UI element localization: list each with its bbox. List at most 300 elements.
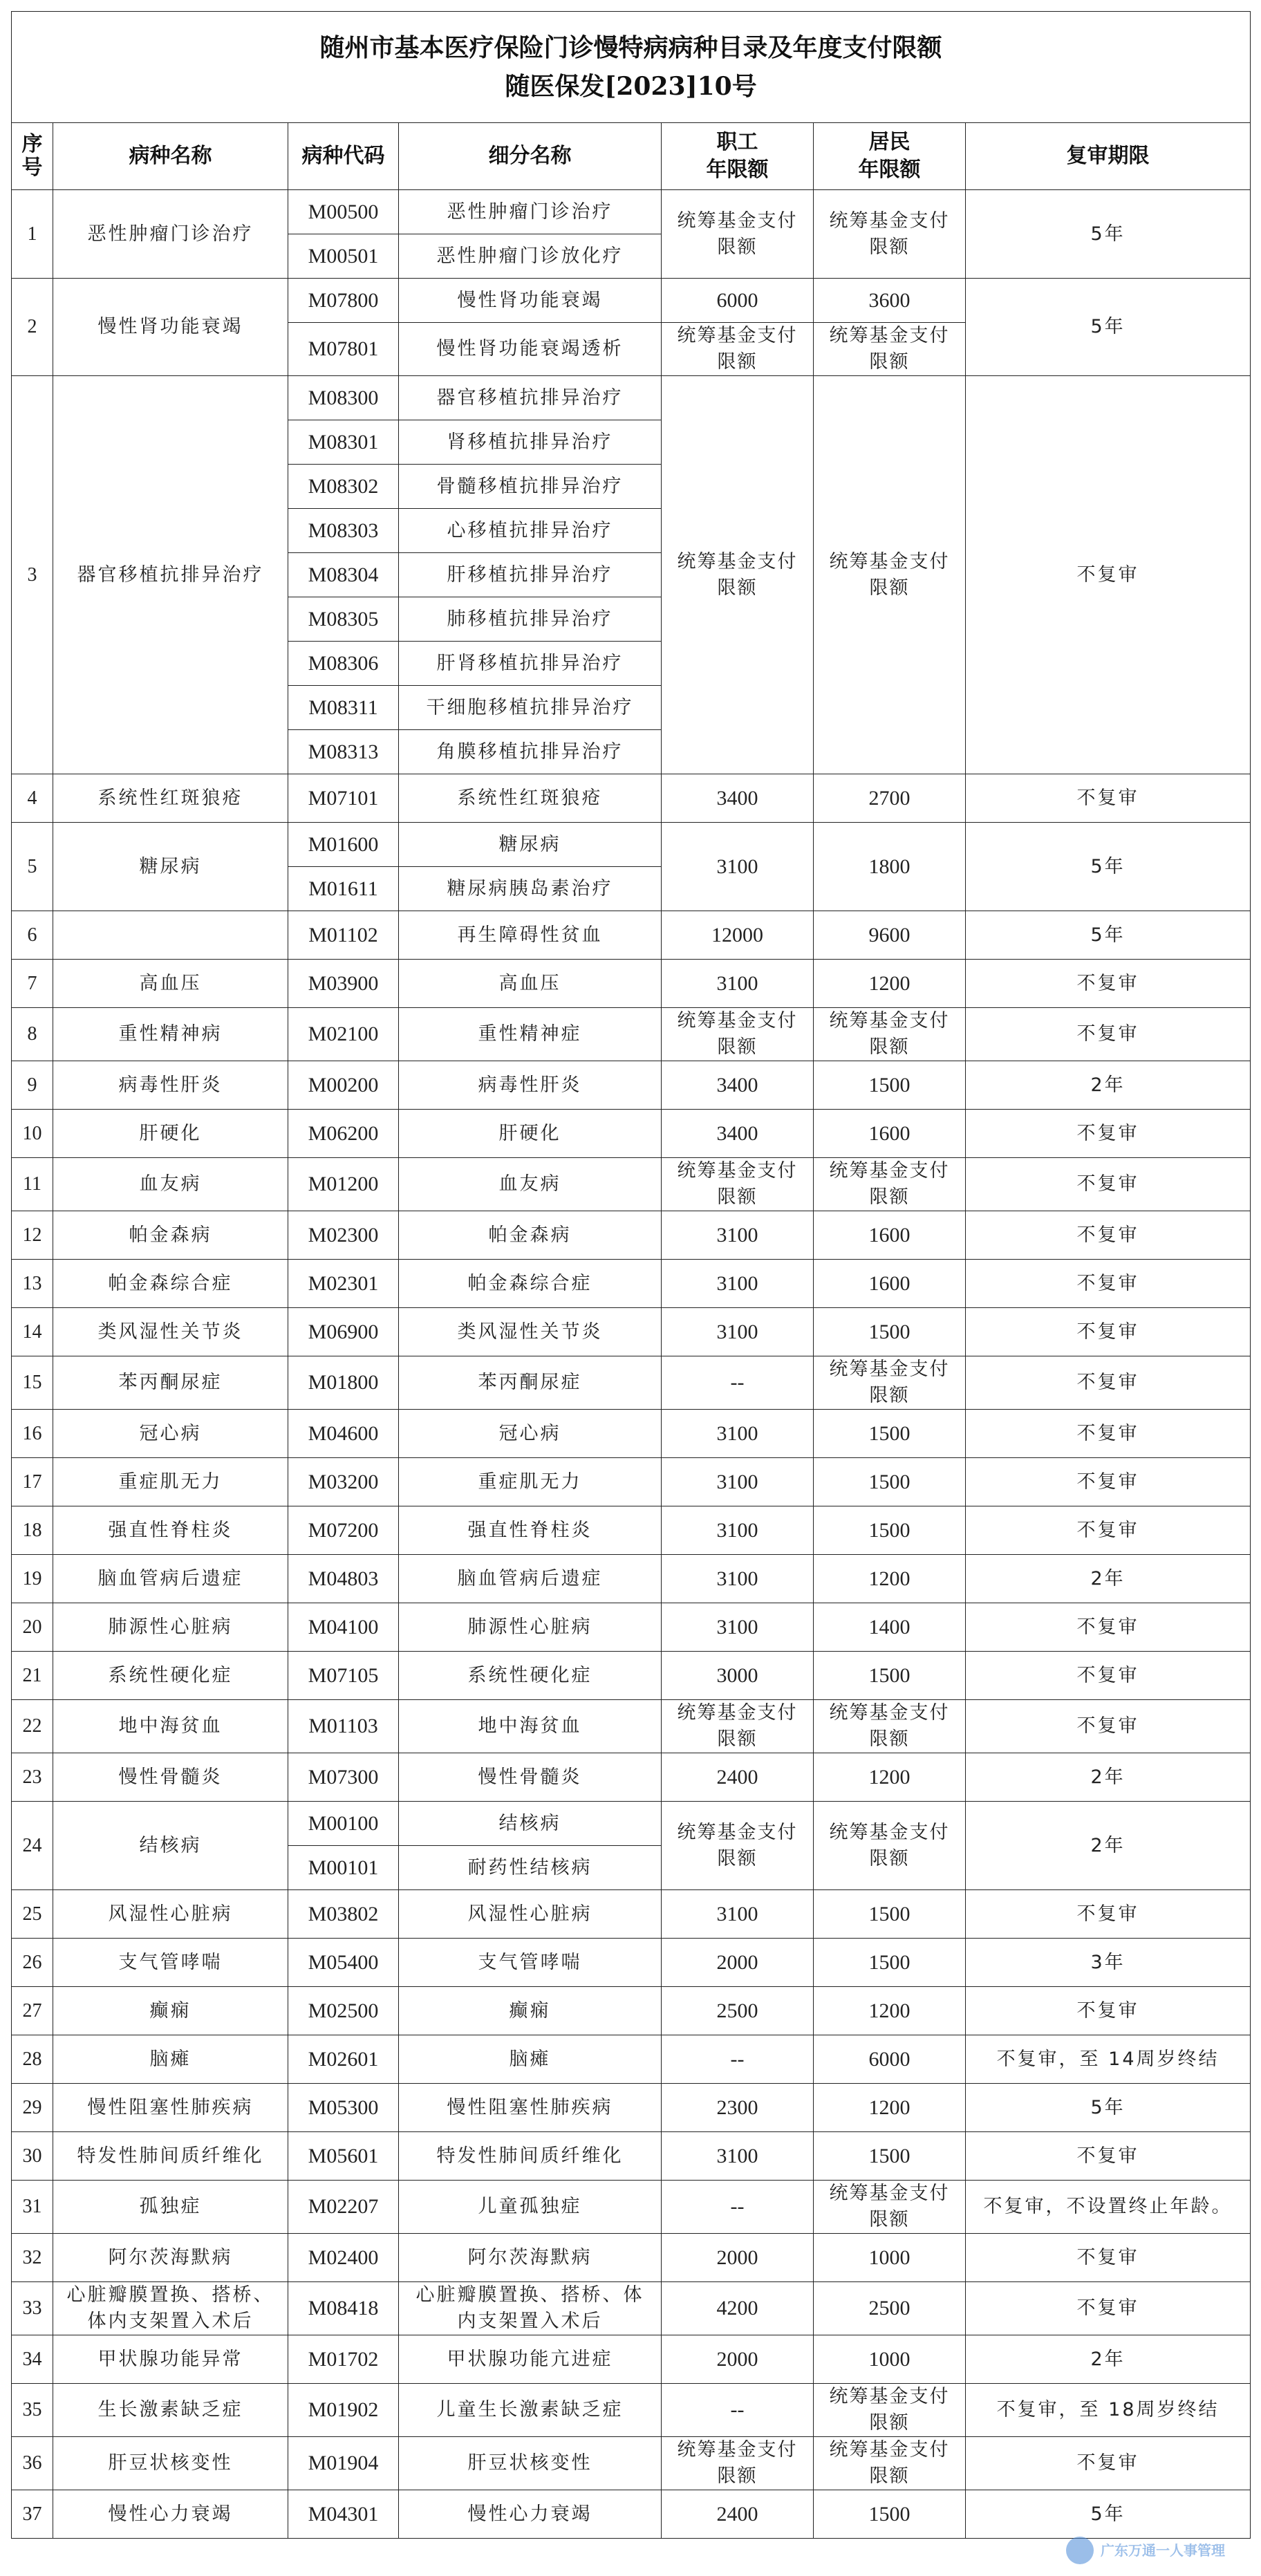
- row-seq: 18: [12, 1506, 53, 1555]
- disease-name: 阿尔茨海默病: [53, 2234, 288, 2282]
- row-seq: 28: [12, 2035, 53, 2084]
- resident-limit: 统筹基金支付限额: [814, 2181, 966, 2234]
- disease-name: 类风湿性关节炎: [53, 1308, 288, 1356]
- staff-limit: 2000: [662, 2335, 814, 2384]
- row-seq: 4: [12, 774, 53, 823]
- sub-name: 脑瘫: [399, 2035, 662, 2084]
- disease-code: M01611: [288, 867, 399, 911]
- catalog-table: [11, 11, 1251, 2539]
- sub-name: 重性精神症: [399, 1008, 662, 1061]
- row-seq: 34: [12, 2335, 53, 2384]
- sub-name: 地中海贫血: [399, 1700, 662, 1753]
- disease-name: 帕金森综合症: [53, 1260, 288, 1308]
- table-row: [12, 190, 1251, 234]
- review-period: 不复审: [966, 1110, 1251, 1158]
- resident-limit: 1500: [814, 1506, 966, 1555]
- disease-code: M01600: [288, 823, 399, 867]
- review-period: 不复审，至 18周岁终结: [966, 2384, 1251, 2437]
- disease-name: 高血压: [53, 960, 288, 1008]
- resident-limit: 1200: [814, 1987, 966, 2035]
- staff-limit: 统筹基金支付限额: [662, 1700, 814, 1753]
- header-name: 病种名称: [53, 123, 288, 190]
- table-row: [12, 960, 1251, 1008]
- staff-limit: 3100: [662, 823, 814, 911]
- watermark-logo-icon: [1066, 2537, 1094, 2564]
- disease-name: 系统性红斑狼疮: [53, 774, 288, 823]
- sub-name: 系统性红斑狼疮: [399, 774, 662, 823]
- disease-code: M04600: [288, 1410, 399, 1458]
- table-row: [12, 1158, 1251, 1211]
- disease-code: M00101: [288, 1846, 399, 1890]
- review-period: 不复审: [966, 1356, 1251, 1410]
- disease-code: M08306: [288, 642, 399, 686]
- table-row: [12, 1458, 1251, 1506]
- disease-name: 特发性肺间质纤维化: [53, 2132, 288, 2181]
- resident-limit: 1000: [814, 2335, 966, 2384]
- disease-code: M07801: [288, 323, 399, 376]
- disease-name: 糖尿病: [53, 823, 288, 911]
- table-row: [12, 1802, 1251, 1846]
- table-row: [12, 376, 1251, 420]
- review-period: 不复审，至 14周岁终结: [966, 2035, 1251, 2084]
- disease-code: M01904: [288, 2437, 399, 2490]
- disease-code: M02300: [288, 1211, 399, 1260]
- row-seq: 2: [12, 279, 53, 376]
- table-row: [12, 911, 1251, 960]
- disease-code: M01702: [288, 2335, 399, 2384]
- table-row: [12, 1308, 1251, 1356]
- row-seq: 30: [12, 2132, 53, 2181]
- table-row: [12, 2132, 1251, 2181]
- resident-limit: 1400: [814, 1603, 966, 1652]
- sub-name: 肺源性心脏病: [399, 1603, 662, 1652]
- disease-code: M05300: [288, 2084, 399, 2132]
- resident-limit: 1500: [814, 2490, 966, 2539]
- resident-limit: 统筹基金支付限额: [814, 323, 966, 376]
- row-seq: 9: [12, 1061, 53, 1110]
- disease-code: M08301: [288, 420, 399, 465]
- row-seq: 21: [12, 1652, 53, 1700]
- review-period: 不复审: [966, 2282, 1251, 2335]
- review-period: 不复审: [966, 960, 1251, 1008]
- row-seq: 1: [12, 190, 53, 279]
- disease-name: 重性精神病: [53, 1008, 288, 1061]
- resident-limit: 1000: [814, 2234, 966, 2282]
- staff-limit: 3100: [662, 1211, 814, 1260]
- resident-limit: 统筹基金支付限额: [814, 2384, 966, 2437]
- disease-name: 器官移植抗排异治疗: [53, 376, 288, 774]
- sub-name: 冠心病: [399, 1410, 662, 1458]
- disease-code: M02400: [288, 2234, 399, 2282]
- sub-name: 糖尿病胰岛素治疗: [399, 867, 662, 911]
- staff-limit: 3000: [662, 1652, 814, 1700]
- disease-code: M08313: [288, 730, 399, 774]
- disease-code: M08302: [288, 465, 399, 509]
- disease-code: M08300: [288, 376, 399, 420]
- sub-name: 骨髓移植抗排异治疗: [399, 465, 662, 509]
- sub-name: 心移植抗排异治疗: [399, 509, 662, 553]
- sub-name: 结核病: [399, 1802, 662, 1846]
- sub-name: 阿尔茨海默病: [399, 2234, 662, 2282]
- disease-name: 脑血管病后遗症: [53, 1555, 288, 1603]
- disease-code: M02207: [288, 2181, 399, 2234]
- resident-limit: 统筹基金支付限额: [814, 1158, 966, 1211]
- disease-name: 冠心病: [53, 1410, 288, 1458]
- staff-limit: 2400: [662, 2490, 814, 2539]
- table-row: [12, 1603, 1251, 1652]
- row-seq: 37: [12, 2490, 53, 2539]
- watermark: [1066, 2533, 1246, 2568]
- sub-name: 支气管哮喘: [399, 1939, 662, 1987]
- table-row: [12, 774, 1251, 823]
- table-row: [12, 1753, 1251, 1802]
- sub-name: 慢性肾功能衰竭透析: [399, 323, 662, 376]
- disease-name: 帕金森病: [53, 1211, 288, 1260]
- review-period: 5年: [966, 190, 1251, 279]
- staff-limit: 3100: [662, 1308, 814, 1356]
- disease-code: M03802: [288, 1890, 399, 1939]
- disease-code: M00100: [288, 1802, 399, 1846]
- row-seq: 8: [12, 1008, 53, 1061]
- resident-limit: 统筹基金支付限额: [814, 1802, 966, 1890]
- table-row: [12, 2490, 1251, 2539]
- table-row: [12, 1939, 1251, 1987]
- staff-limit: 3400: [662, 1110, 814, 1158]
- staff-limit: 12000: [662, 911, 814, 960]
- sub-name: 苯丙酮尿症: [399, 1356, 662, 1410]
- resident-limit: 1500: [814, 1939, 966, 1987]
- staff-limit: 3400: [662, 774, 814, 823]
- title-line-2: 随医保发[2023]10号: [505, 72, 757, 101]
- resident-limit: 统筹基金支付限额: [814, 1700, 966, 1753]
- review-period: 5年: [966, 823, 1251, 911]
- disease-name: [53, 911, 288, 960]
- disease-name: 苯丙酮尿症: [53, 1356, 288, 1410]
- resident-limit: 统筹基金支付限额: [814, 376, 966, 774]
- sub-name: 肝移植抗排异治疗: [399, 553, 662, 597]
- resident-limit: 1500: [814, 1308, 966, 1356]
- staff-limit: 3100: [662, 1506, 814, 1555]
- staff-limit: 2300: [662, 2084, 814, 2132]
- disease-name: 肺源性心脏病: [53, 1603, 288, 1652]
- disease-code: M07105: [288, 1652, 399, 1700]
- staff-limit: --: [662, 2181, 814, 2234]
- review-period: 不复审: [966, 1652, 1251, 1700]
- disease-code: M08305: [288, 597, 399, 642]
- resident-limit: 2500: [814, 2282, 966, 2335]
- row-seq: 3: [12, 376, 53, 774]
- review-period: 不复审: [966, 1890, 1251, 1939]
- review-period: 不复审: [966, 1008, 1251, 1061]
- review-period: 5年: [966, 2084, 1251, 2132]
- review-period: 2年: [966, 2335, 1251, 2384]
- table-row: [12, 2181, 1251, 2234]
- disease-name: 风湿性心脏病: [53, 1890, 288, 1939]
- review-period: 2年: [966, 1802, 1251, 1890]
- resident-limit: 统筹基金支付限额: [814, 1356, 966, 1410]
- review-period: 不复审: [966, 1603, 1251, 1652]
- row-seq: 15: [12, 1356, 53, 1410]
- sub-name: 耐药性结核病: [399, 1846, 662, 1890]
- disease-name: 系统性硬化症: [53, 1652, 288, 1700]
- sub-name: 心脏瓣膜置换、搭桥、体内支架置入术后: [399, 2282, 662, 2335]
- header-seq: 序号: [12, 123, 53, 190]
- disease-name: 强直性脊柱炎: [53, 1506, 288, 1555]
- staff-limit: --: [662, 2035, 814, 2084]
- row-seq: 5: [12, 823, 53, 911]
- disease-name: 慢性阻塞性肺疾病: [53, 2084, 288, 2132]
- sub-name: 系统性硬化症: [399, 1652, 662, 1700]
- disease-code: M08418: [288, 2282, 399, 2335]
- header-staff: 职工 年限额: [662, 123, 814, 190]
- disease-code: M07300: [288, 1753, 399, 1802]
- disease-code: M00200: [288, 1061, 399, 1110]
- sub-name: 特发性肺间质纤维化: [399, 2132, 662, 2181]
- row-seq: 7: [12, 960, 53, 1008]
- disease-code: M08304: [288, 553, 399, 597]
- row-seq: 6: [12, 911, 53, 960]
- review-period: 2年: [966, 1555, 1251, 1603]
- sub-name: 高血压: [399, 960, 662, 1008]
- table-row: [12, 2084, 1251, 2132]
- table-row: [12, 2234, 1251, 2282]
- disease-code: M08311: [288, 686, 399, 730]
- disease-name: 心脏瓣膜置换、搭桥、体内支架置入术后: [53, 2282, 288, 2335]
- row-seq: 36: [12, 2437, 53, 2490]
- sub-name: 再生障碍性贫血: [399, 911, 662, 960]
- staff-limit: 4200: [662, 2282, 814, 2335]
- sub-name: 帕金森综合症: [399, 1260, 662, 1308]
- sub-name: 肾移植抗排异治疗: [399, 420, 662, 465]
- sub-name: 风湿性心脏病: [399, 1890, 662, 1939]
- staff-limit: 统筹基金支付限额: [662, 323, 814, 376]
- table-row: [12, 2384, 1251, 2437]
- resident-limit: 统筹基金支付限额: [814, 2437, 966, 2490]
- resident-limit: 9600: [814, 911, 966, 960]
- disease-code: M07101: [288, 774, 399, 823]
- disease-code: M02301: [288, 1260, 399, 1308]
- disease-name: 恶性肿瘤门诊治疗: [53, 190, 288, 279]
- review-period: 5年: [966, 279, 1251, 376]
- row-seq: 29: [12, 2084, 53, 2132]
- disease-name: 肝豆状核变性: [53, 2437, 288, 2490]
- review-period: 不复审: [966, 1308, 1251, 1356]
- disease-code: M01800: [288, 1356, 399, 1410]
- disease-name: 慢性肾功能衰竭: [53, 279, 288, 376]
- row-seq: 26: [12, 1939, 53, 1987]
- resident-limit: 1500: [814, 1061, 966, 1110]
- review-period: 不复审: [966, 1211, 1251, 1260]
- table-row: [12, 1555, 1251, 1603]
- resident-limit: 3600: [814, 279, 966, 323]
- review-period: 5年: [966, 911, 1251, 960]
- table-row: [12, 2035, 1251, 2084]
- table-row: [12, 1211, 1251, 1260]
- disease-code: M05601: [288, 2132, 399, 2181]
- document-sheet: [11, 11, 1250, 2539]
- row-seq: 19: [12, 1555, 53, 1603]
- table-row: [12, 1410, 1251, 1458]
- disease-code: M04100: [288, 1603, 399, 1652]
- resident-limit: 1200: [814, 1753, 966, 1802]
- header-sub: 细分名称: [399, 123, 662, 190]
- disease-code: M08303: [288, 509, 399, 553]
- disease-name: 支气管哮喘: [53, 1939, 288, 1987]
- staff-limit: 统筹基金支付限额: [662, 2437, 814, 2490]
- row-seq: 25: [12, 1890, 53, 1939]
- review-period: 不复审: [966, 1987, 1251, 2035]
- staff-limit: 3100: [662, 1260, 814, 1308]
- staff-limit: 3100: [662, 1890, 814, 1939]
- sub-name: 强直性脊柱炎: [399, 1506, 662, 1555]
- table-row: [12, 2437, 1251, 2490]
- sub-name: 干细胞移植抗排异治疗: [399, 686, 662, 730]
- sub-name: 重症肌无力: [399, 1458, 662, 1506]
- sub-name: 血友病: [399, 1158, 662, 1211]
- table-row: [12, 1110, 1251, 1158]
- disease-code: M03900: [288, 960, 399, 1008]
- header-row: [12, 123, 1251, 190]
- sub-name: 肺移植抗排异治疗: [399, 597, 662, 642]
- review-period: 不复审，不设置终止年龄。: [966, 2181, 1251, 2234]
- review-period: 不复审: [966, 1260, 1251, 1308]
- sub-name: 器官移植抗排异治疗: [399, 376, 662, 420]
- sub-name: 病毒性肝炎: [399, 1061, 662, 1110]
- row-seq: 16: [12, 1410, 53, 1458]
- resident-limit: 1500: [814, 2132, 966, 2181]
- sub-name: 儿童孤独症: [399, 2181, 662, 2234]
- resident-limit: 1200: [814, 960, 966, 1008]
- review-period: 不复审: [966, 774, 1251, 823]
- sub-name: 癫痫: [399, 1987, 662, 2035]
- sub-name: 角膜移植抗排异治疗: [399, 730, 662, 774]
- staff-limit: 3100: [662, 2132, 814, 2181]
- staff-limit: 统筹基金支付限额: [662, 1802, 814, 1890]
- review-period: 2年: [966, 1061, 1251, 1110]
- disease-code: M04301: [288, 2490, 399, 2539]
- row-seq: 20: [12, 1603, 53, 1652]
- staff-limit: 2500: [662, 1987, 814, 2035]
- sub-name: 慢性心力衰竭: [399, 2490, 662, 2539]
- resident-limit: 2700: [814, 774, 966, 823]
- disease-code: M00501: [288, 234, 399, 279]
- disease-name: 重症肌无力: [53, 1458, 288, 1506]
- staff-limit: 6000: [662, 279, 814, 323]
- resident-limit: 1500: [814, 1890, 966, 1939]
- sub-name: 慢性骨髓炎: [399, 1753, 662, 1802]
- header-review: 复审期限: [966, 123, 1251, 190]
- disease-code: M04803: [288, 1555, 399, 1603]
- resident-limit: 统筹基金支付限额: [814, 1008, 966, 1061]
- row-seq: 22: [12, 1700, 53, 1753]
- row-seq: 23: [12, 1753, 53, 1802]
- resident-limit: 1800: [814, 823, 966, 911]
- sub-name: 肝豆状核变性: [399, 2437, 662, 2490]
- sub-name: 肝肾移植抗排异治疗: [399, 642, 662, 686]
- row-seq: 27: [12, 1987, 53, 2035]
- disease-code: M00500: [288, 190, 399, 234]
- disease-name: 肝硬化: [53, 1110, 288, 1158]
- table-row: [12, 1506, 1251, 1555]
- review-period: 不复审: [966, 1458, 1251, 1506]
- review-period: 不复审: [966, 1158, 1251, 1211]
- sub-name: 类风湿性关节炎: [399, 1308, 662, 1356]
- resident-limit: 统筹基金支付限额: [814, 190, 966, 279]
- table-row: [12, 1061, 1251, 1110]
- resident-limit: 1600: [814, 1260, 966, 1308]
- disease-code: M02500: [288, 1987, 399, 2035]
- disease-name: 孤独症: [53, 2181, 288, 2234]
- disease-code: M02601: [288, 2035, 399, 2084]
- staff-limit: 3100: [662, 960, 814, 1008]
- review-period: 3年: [966, 1939, 1251, 1987]
- sub-name: 儿童生长激素缺乏症: [399, 2384, 662, 2437]
- disease-name: 生长激素缺乏症: [53, 2384, 288, 2437]
- table-row: [12, 1652, 1251, 1700]
- staff-limit: 2000: [662, 2234, 814, 2282]
- table-row: [12, 1008, 1251, 1061]
- disease-name: 甲状腺功能异常: [53, 2335, 288, 2384]
- resident-limit: 1600: [814, 1110, 966, 1158]
- disease-code: M07800: [288, 279, 399, 323]
- disease-name: 病毒性肝炎: [53, 1061, 288, 1110]
- disease-code: M03200: [288, 1458, 399, 1506]
- disease-code: M01200: [288, 1158, 399, 1211]
- document-title: [12, 12, 1251, 123]
- review-period: 不复审: [966, 376, 1251, 774]
- disease-code: M01103: [288, 1700, 399, 1753]
- resident-limit: 1500: [814, 1458, 966, 1506]
- staff-limit: 统筹基金支付限额: [662, 1158, 814, 1211]
- disease-code: M01902: [288, 2384, 399, 2437]
- disease-name: 慢性骨髓炎: [53, 1753, 288, 1802]
- disease-name: 结核病: [53, 1802, 288, 1890]
- row-seq: 10: [12, 1110, 53, 1158]
- sub-name: 恶性肿瘤门诊治疗: [399, 190, 662, 234]
- staff-limit: 2000: [662, 1939, 814, 1987]
- review-period: 不复审: [966, 2132, 1251, 2181]
- staff-limit: 3100: [662, 1410, 814, 1458]
- staff-limit: 3100: [662, 1458, 814, 1506]
- row-seq: 14: [12, 1308, 53, 1356]
- resident-limit: 1200: [814, 2084, 966, 2132]
- title-line-1: 随州市基本医疗保险门诊慢特病病种目录及年度支付限额: [319, 33, 942, 62]
- resident-limit: 1200: [814, 1555, 966, 1603]
- sub-name: 甲状腺功能亢进症: [399, 2335, 662, 2384]
- row-seq: 13: [12, 1260, 53, 1308]
- disease-code: M02100: [288, 1008, 399, 1061]
- table-row: [12, 2335, 1251, 2384]
- disease-name: 癫痫: [53, 1987, 288, 2035]
- review-period: 不复审: [966, 1700, 1251, 1753]
- row-seq: 33: [12, 2282, 53, 2335]
- review-period: 不复审: [966, 2437, 1251, 2490]
- row-seq: 32: [12, 2234, 53, 2282]
- sub-name: 帕金森病: [399, 1211, 662, 1260]
- review-period: 2年: [966, 1753, 1251, 1802]
- row-seq: 17: [12, 1458, 53, 1506]
- staff-limit: 3100: [662, 1603, 814, 1652]
- review-period: 不复审: [966, 2234, 1251, 2282]
- sub-name: 慢性肾功能衰竭: [399, 279, 662, 323]
- header-resident: 居民 年限额: [814, 123, 966, 190]
- disease-code: M07200: [288, 1506, 399, 1555]
- sub-name: 慢性阻塞性肺疾病: [399, 2084, 662, 2132]
- table-row: [12, 1700, 1251, 1753]
- table-row: [12, 2282, 1251, 2335]
- table-row: [12, 1260, 1251, 1308]
- sub-name: 脑血管病后遗症: [399, 1555, 662, 1603]
